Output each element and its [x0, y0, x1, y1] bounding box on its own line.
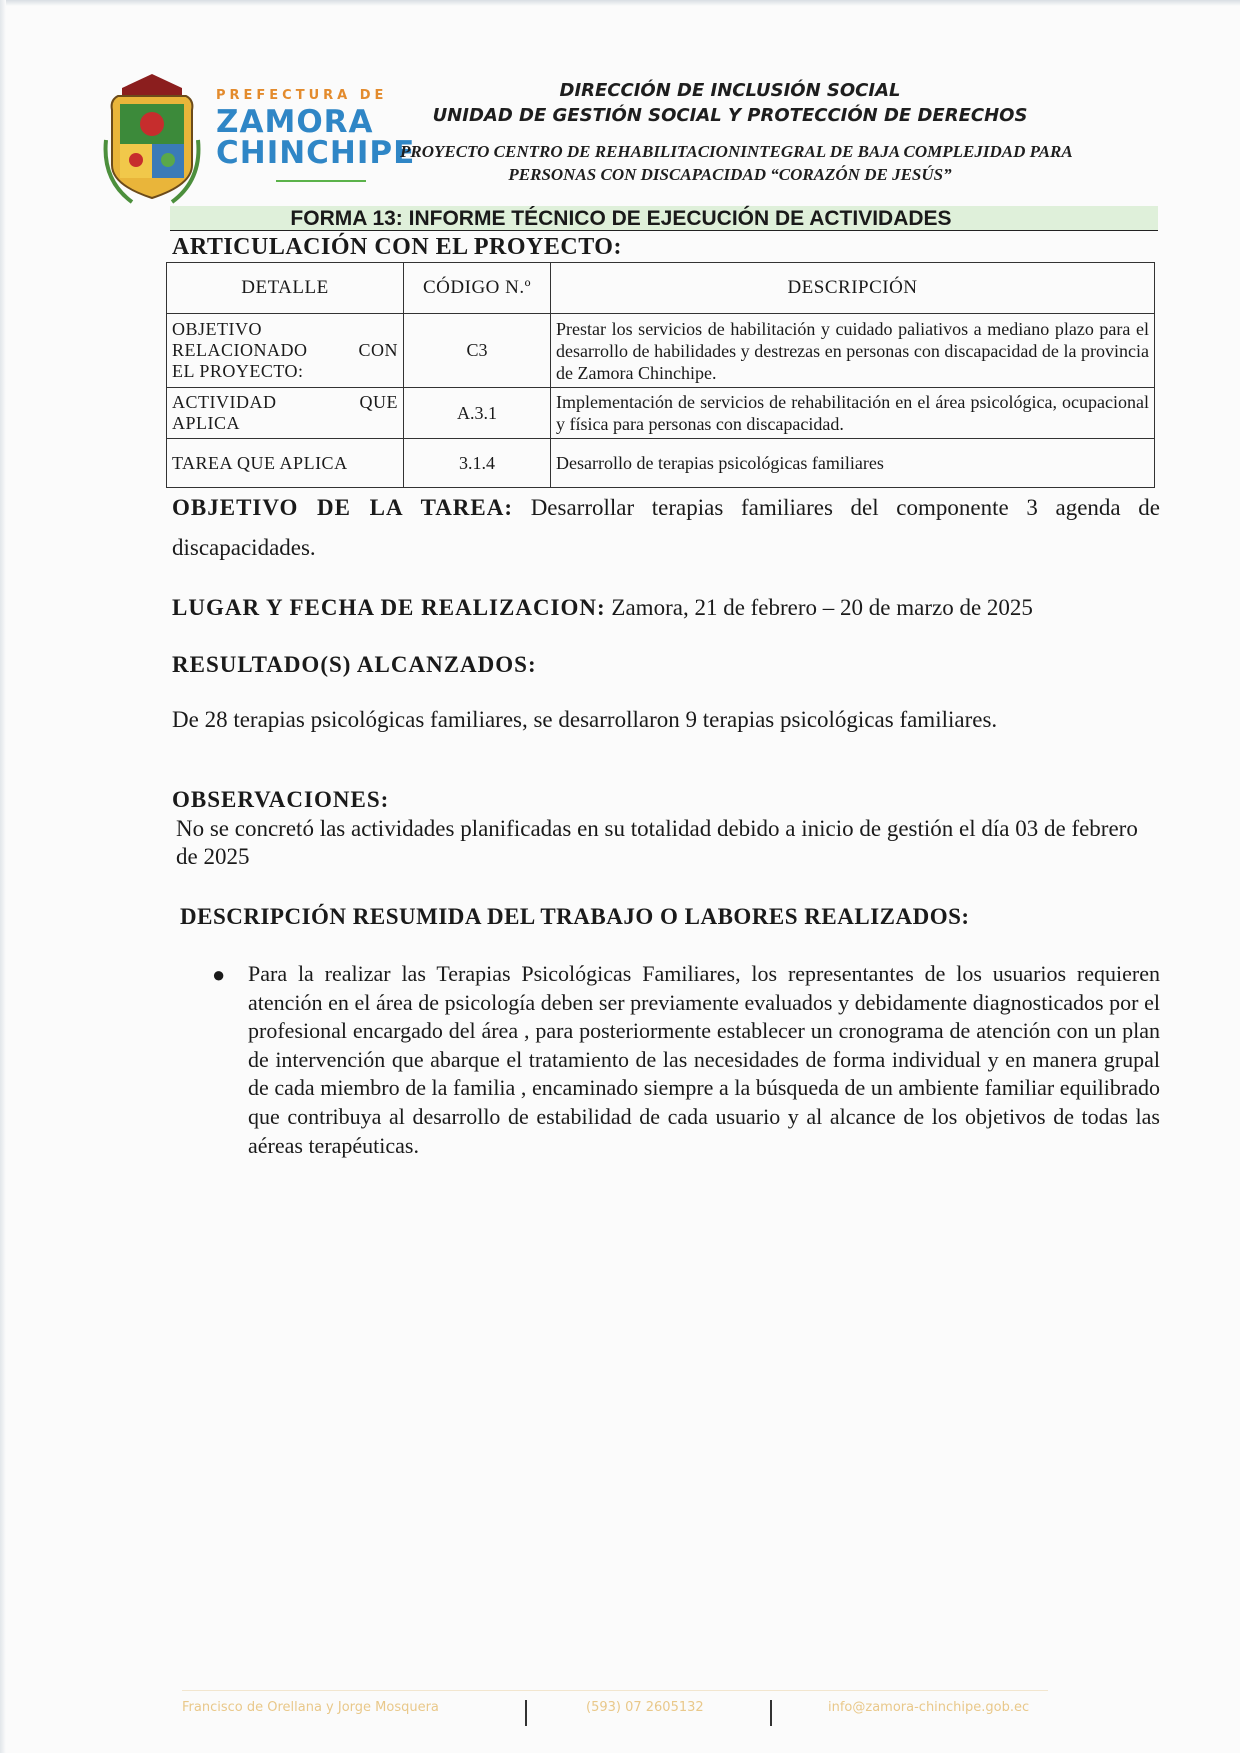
place-date: [172, 588, 1160, 628]
brand-underline: [276, 180, 366, 182]
scan-edge-left: [0, 0, 6, 1753]
table-cell-descripcion: Desarrollo de terapias psicológicas familiares: [551, 439, 1155, 488]
brand-prefix: PREFECTURA DE: [216, 88, 388, 103]
project-articulation-table: [166, 262, 1155, 488]
table-cell-detalle: ACTIVIDAD QUE APLICA: [167, 388, 404, 439]
task-objective: [172, 488, 1160, 568]
coat-of-arms-logo-icon: [102, 70, 202, 210]
observations-text: No se concretó las actividades planificadas en su totalidad debido a inicio de gestión el día 03 de febrero de 2025: [176, 816, 1138, 869]
table-cell-codigo: C3: [404, 314, 551, 388]
task-objective-text: Desarrollar terapias familiares del componente 3 agenda de discapacidades.: [172, 495, 1160, 560]
footer-address: Francisco de Orellana y Jorge Mosquera: [182, 1700, 439, 1715]
table-row: [167, 439, 1155, 488]
brand-name-line1: ZAMORA: [216, 104, 374, 140]
table-header-detalle: DETALLE: [167, 263, 404, 314]
header-project-line2: PERSONAS CON DISCAPACIDAD “CORAZÓN DE JESÚS”: [508, 165, 952, 184]
results-heading: RESULTADO(S) ALCANZADOS:: [172, 652, 537, 677]
table-cell-detalle: OBJETIVO RELACIONADO CON EL PROYECTO:: [167, 314, 404, 388]
scan-edge-top: [0, 0, 1240, 6]
bullet-icon: ●: [212, 962, 226, 987]
table-row: [167, 388, 1155, 439]
observations-heading: OBSERVACIONES:: [172, 787, 390, 812]
table-header-codigo: CÓDIGO N.º: [404, 263, 551, 314]
footer-separator: [770, 1700, 772, 1726]
form-title: FORMA 13: INFORME TÉCNICO DE EJECUCIÓN DE ACTIVIDADES: [170, 206, 1158, 231]
results-text: De 28 terapias psicológicas familiares, se desarrollaron 9 terapias psicológicas familiares.: [172, 707, 998, 732]
table-cell-codigo: 3.1.4: [404, 439, 551, 488]
header-project-line1: PROYECTO CENTRO DE REHABILITACIONINTEGRAL DE BAJA COMPLEJIDAD PARA: [400, 142, 1073, 161]
footer-email: info@zamora-chinchipe.gob.ec: [828, 1700, 1030, 1715]
table-cell-detalle: TAREA QUE APLICA: [167, 439, 404, 488]
table-header-descripcion: DESCRIPCIÓN: [551, 263, 1155, 314]
footer-phone: (593) 07 2605132: [586, 1700, 704, 1715]
table-header-row: [167, 263, 1155, 314]
footer-separator: [525, 1700, 527, 1726]
table-cell-codigo: A.3.1: [404, 388, 551, 439]
place-date-label: LUGAR Y FECHA DE REALIZACION:: [172, 595, 606, 620]
footer-divider: [182, 1690, 1048, 1691]
table-row: [167, 314, 1155, 388]
table-cell-descripcion: Implementación de servicios de rehabilitación en el área psicológica, ocupacional y física para personas con discapacidad.: [551, 388, 1155, 439]
brand-wordmark: [216, 88, 415, 169]
brand-name-line2: CHINCHIPE: [216, 135, 416, 171]
section-title: ARTICULACIÓN CON EL PROYECTO:: [172, 234, 622, 260]
table-cell-descripcion: Prestar los servicios de habilitación y cuidado paliativos a mediano plazo para el desarrollo de habilidades y destrezas en personas con discapacidad de la provincia de Zamora Chinchipe.: [551, 314, 1155, 388]
header-direction: DIRECCIÓN DE INCLUSIÓN SOCIAL: [559, 80, 901, 101]
work-summary-text: Para la realizar las Terapias Psicológicas Familiares, los representantes de los usuarios requieren atención en el área de psicología deben ser previamente evaluados y debidamente diagnosticados por el profesional encargado del área , para posteriormente establecer un cronograma de atención con un plan de intervención que abarque el tratamiento de las necesidades de forma individual y en manera grupal de cada miembro de la familia , encaminado siempre a la búsqueda de un ambiente familiar equilibrado que contribuya al desarrollo de estabilidad de cada usuario y al alcance de los objetivos de todas las aéreas terapéuticas.: [248, 961, 1160, 1158]
place-date-text: Zamora, 21 de febrero – 20 de marzo de 2025: [611, 595, 1033, 620]
work-summary-heading: DESCRIPCIÓN RESUMIDA DEL TRABAJO O LABORES REALIZADOS:: [180, 904, 970, 929]
task-objective-label: OBJETIVO DE LA TAREA:: [172, 495, 514, 520]
header-unit: UNIDAD DE GESTIÓN SOCIAL Y PROTECCIÓN DE DERECHOS: [432, 105, 1028, 126]
